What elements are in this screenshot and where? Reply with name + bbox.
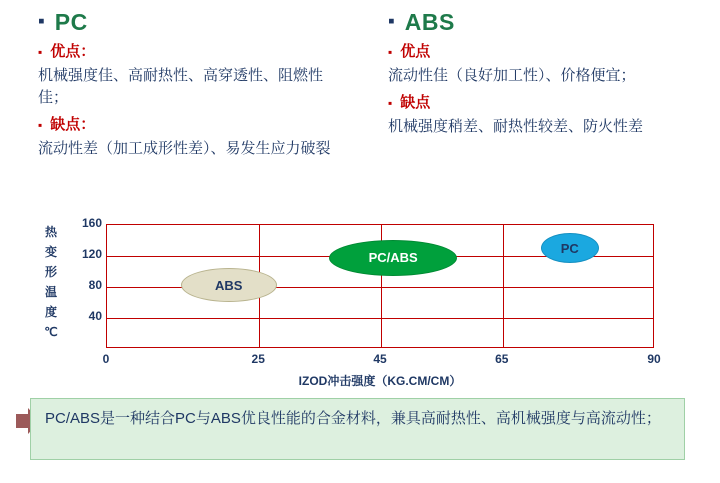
pc-title-row [38, 8, 360, 36]
dot-bullet-icon: ▪ [388, 96, 393, 110]
abs-cons-label: 缺点 [400, 94, 431, 111]
y-axis-char: 变 [44, 245, 57, 259]
dot-bullet-icon: ▪ [38, 45, 43, 59]
grid-line-horizontal [107, 318, 653, 319]
y-axis-char: 形 [44, 265, 57, 279]
y-axis-char: ℃ [44, 325, 58, 339]
text-columns [0, 0, 720, 160]
plot-area [106, 224, 654, 348]
pc-cons-row [38, 114, 360, 136]
abs-pros-label: 优点 [400, 43, 431, 60]
abs-pros-row [388, 41, 720, 63]
pc-title: PC [54, 9, 88, 35]
x-tick-label: 90 [647, 352, 661, 366]
y-axis-char: 热 [44, 225, 57, 239]
y-tick-label: 40 [88, 309, 102, 323]
data-blob: ABS [181, 268, 277, 302]
data-blob: PC [541, 233, 599, 263]
x-tick-label: 45 [373, 352, 387, 366]
dot-bullet-icon: ▪ [38, 118, 43, 132]
dot-bullet-icon: ▪ [388, 45, 393, 59]
abs-title: ABS [404, 9, 455, 35]
abs-title-row [388, 8, 720, 36]
pc-cons-label: 缺点： [50, 116, 96, 133]
y-axis-char: 度 [44, 305, 57, 319]
y-tick-label: 160 [81, 216, 102, 230]
x-tick-label: 25 [251, 352, 265, 366]
x-axis-title: IZOD冲击强度（KG.CM/CM） [298, 374, 462, 388]
abs-cons-text: 机械强度稍差、耐热性较差、防火性差 [388, 118, 644, 135]
square-bullet-icon: ▪ [388, 11, 395, 32]
column-pc [0, 8, 360, 160]
x-tick-label: 0 [102, 352, 110, 366]
data-blob: PC/ABS [329, 240, 457, 276]
pc-pros-label: 优点： [50, 43, 96, 60]
x-tick-label: 65 [495, 352, 509, 366]
grid-line-vertical [503, 225, 504, 347]
abs-pros-text: 流动性佳（良好加工性）、价格便宜； [388, 67, 636, 84]
pc-pros-row [38, 41, 360, 63]
y-tick-label: 120 [81, 247, 102, 261]
abs-cons-row [388, 92, 720, 114]
y-tick-label: 80 [88, 278, 102, 292]
pc-cons-text: 流动性差（加工成形性差）、易发生应力破裂 [38, 140, 331, 157]
y-axis-char: 温 [44, 285, 57, 299]
pc-pros-text: 机械强度佳、高耐热性、高穿透性、阻燃性佳； [38, 67, 324, 106]
y-axis-title [42, 222, 60, 342]
square-bullet-icon: ▪ [38, 11, 45, 32]
chart [34, 216, 682, 390]
footer-note: PC/ABS是一种结合PC与ABS优良性能的合金材料，兼具高耐热性、高机械强度与高流动性； [30, 398, 685, 460]
column-abs [360, 8, 720, 160]
